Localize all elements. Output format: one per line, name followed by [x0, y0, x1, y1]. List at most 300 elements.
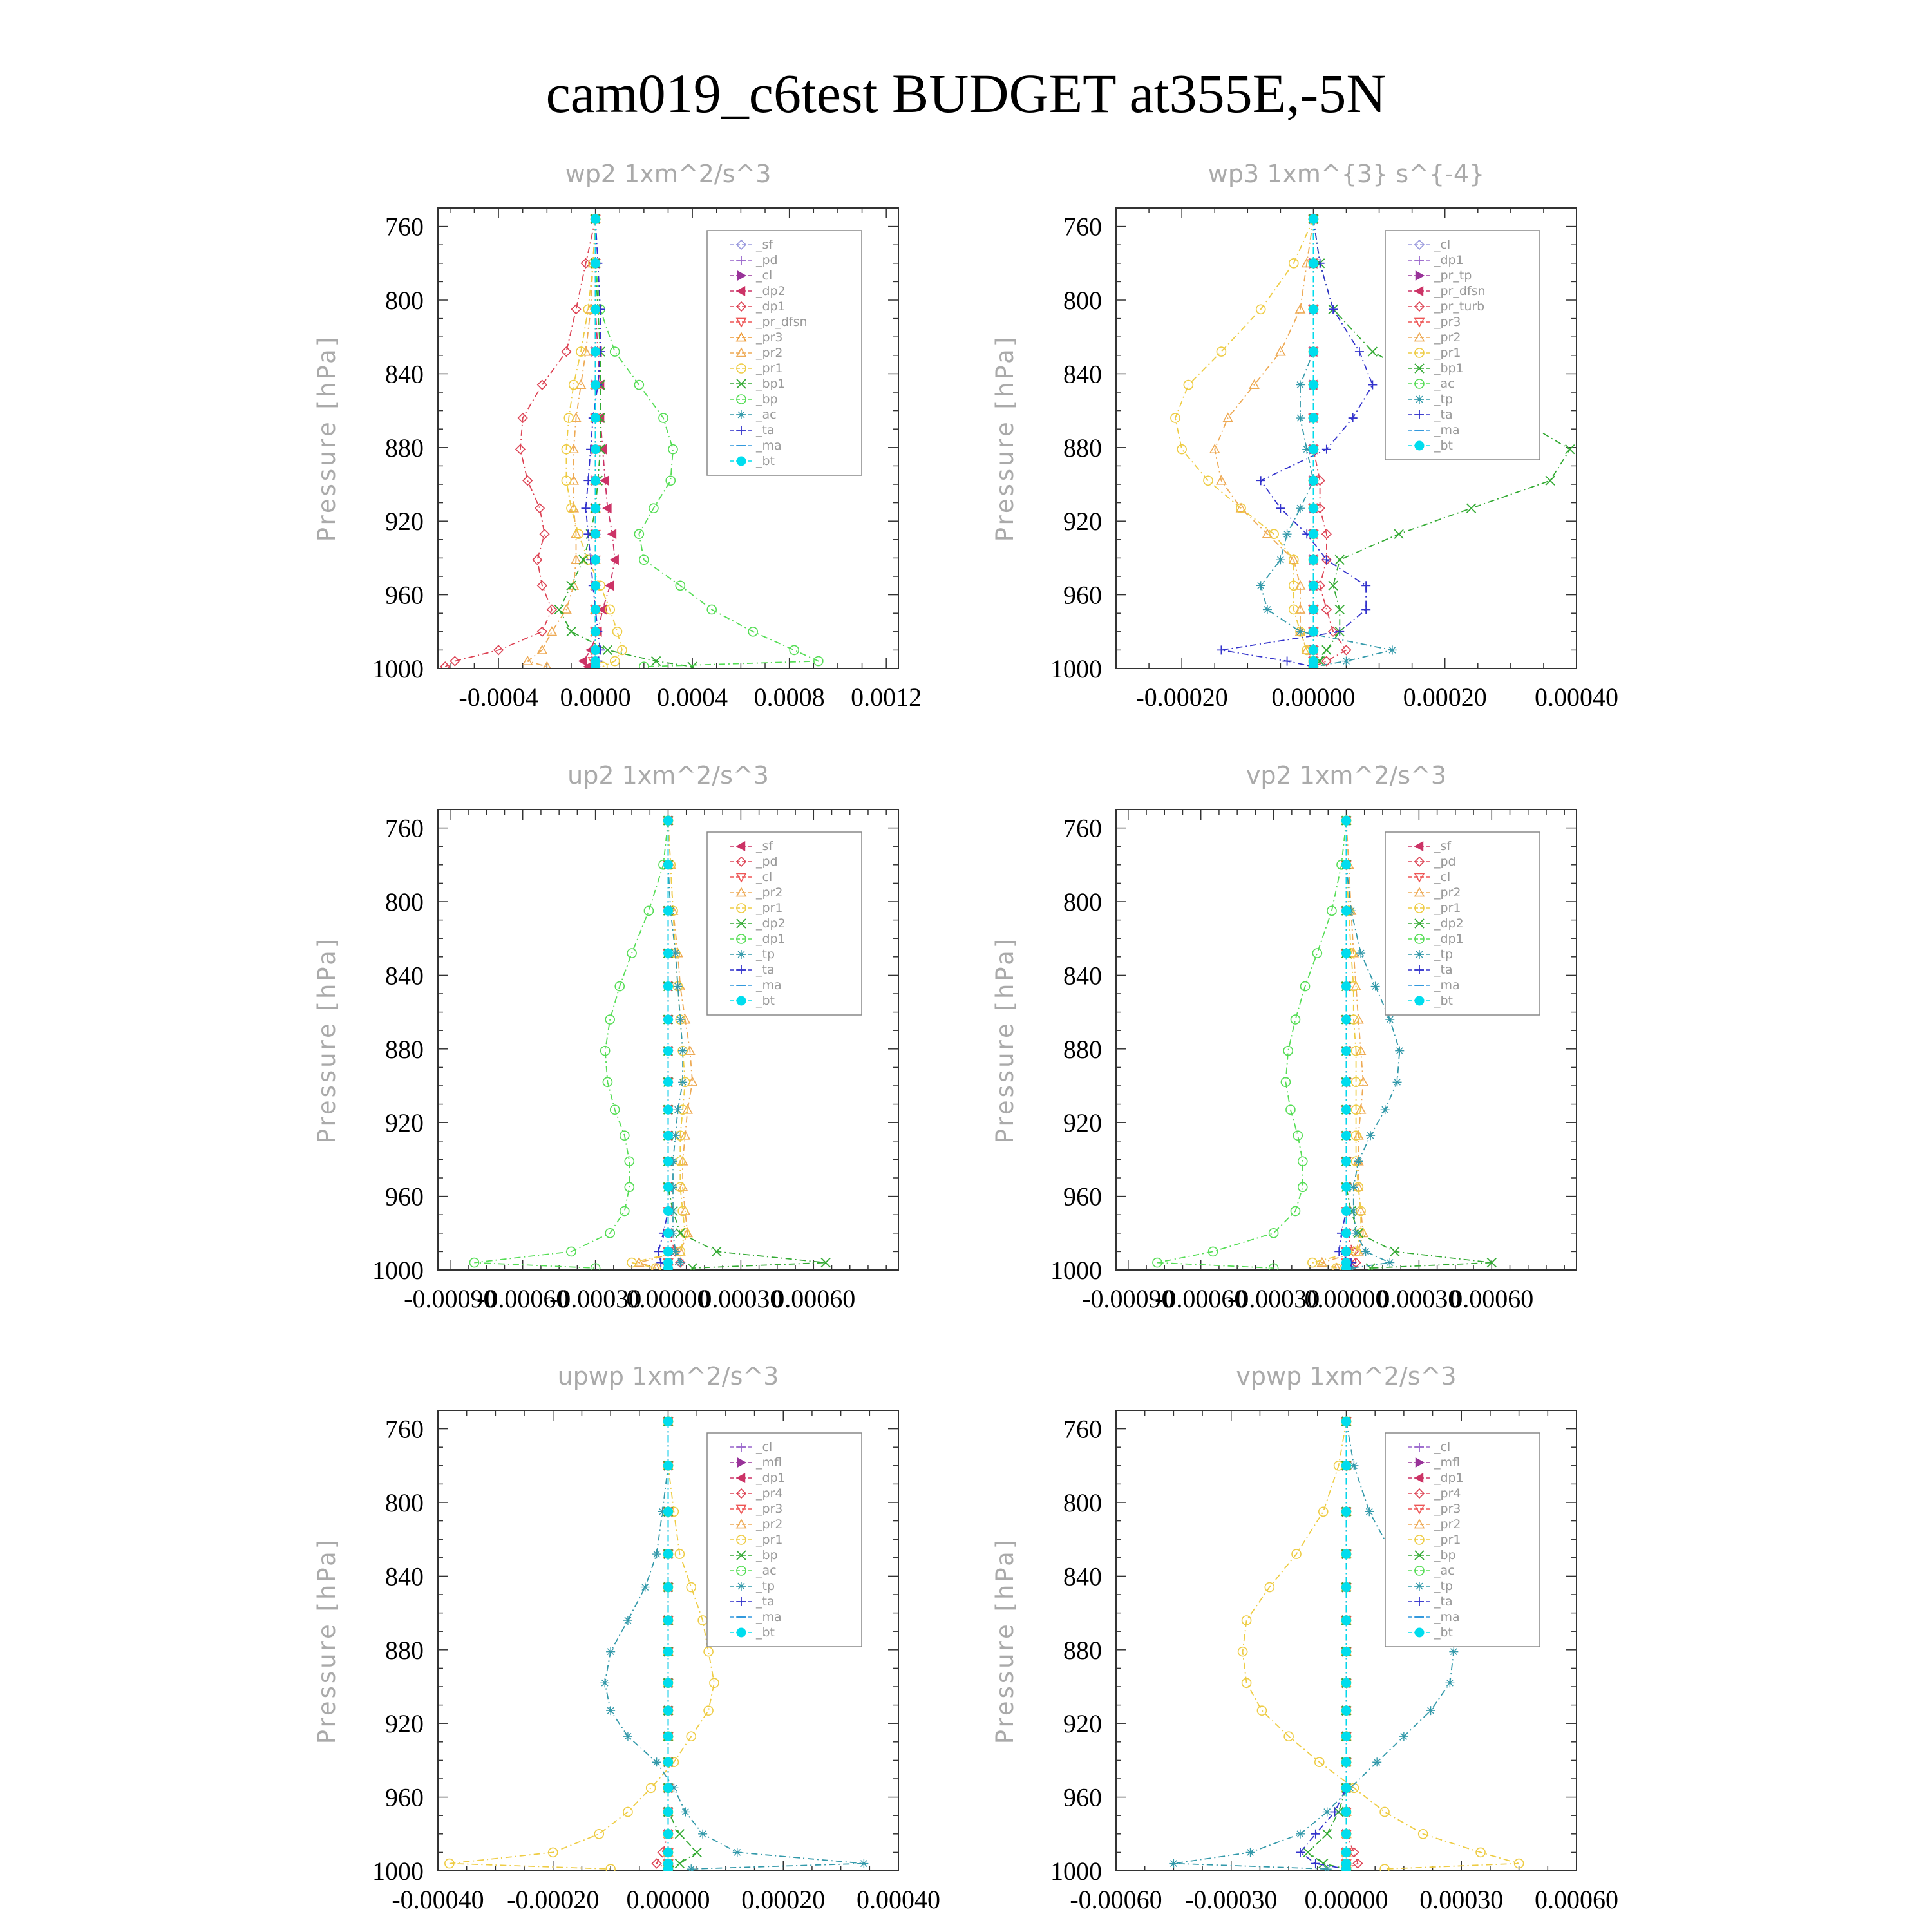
x-tick-label: -0.00020 — [1135, 683, 1228, 712]
series_pr1-marker — [652, 1264, 661, 1273]
legend-label: _ta — [1434, 408, 1453, 422]
series_tp-marker — [1296, 1830, 1305, 1839]
series_bt-marker — [1342, 1157, 1351, 1166]
series_pr1-marker — [1184, 381, 1193, 390]
series_tp-marker — [1354, 1157, 1363, 1166]
series_bt-marker — [1309, 476, 1318, 485]
series_bt-marker — [1342, 1461, 1351, 1470]
series-line_bp — [668, 1421, 697, 1869]
series_bt-marker — [1309, 581, 1318, 590]
legend-label: _cl — [1434, 238, 1451, 252]
series_pr_turb-marker — [1322, 605, 1331, 614]
series_bt-marker — [664, 1507, 673, 1516]
series_ta-marker — [1361, 581, 1370, 590]
legend-label: _sf — [756, 839, 773, 853]
panel-title: wp2 1xm^2/s^3 — [565, 160, 772, 188]
series_pr2-marker — [547, 627, 556, 636]
series_bt-marker — [1309, 347, 1318, 356]
series_bt-marker — [1309, 555, 1318, 564]
y-tick-label: 800 — [385, 286, 424, 315]
y-tick-label: 760 — [385, 1414, 424, 1444]
x-tick-label: 0.00000 — [626, 1885, 710, 1914]
series-line_pr2 — [639, 820, 692, 1268]
legend-label: _pr4 — [756, 1486, 783, 1501]
y-tick-label: 880 — [385, 1635, 424, 1665]
y-tick-label: 800 — [385, 1488, 424, 1517]
series_dp1-marker — [523, 476, 532, 485]
y-tick-label: 760 — [385, 212, 424, 242]
series_dp1-marker — [1312, 949, 1321, 958]
series-line_pr4 — [1347, 1421, 1358, 1869]
legend-label: _pr3 — [756, 1502, 783, 1516]
legend-label: _pr1 — [756, 361, 783, 375]
legend-label: _tp — [756, 947, 775, 961]
series_bt-marker — [1342, 1105, 1351, 1114]
legend-label: _pr1 — [1434, 1533, 1461, 1547]
legend-label: _ta — [756, 1595, 775, 1609]
series_bt-marker — [1342, 1229, 1351, 1238]
y-axis-label: Pressure [hPa] — [991, 334, 1019, 542]
series_bt-marker — [591, 645, 600, 654]
series_bt-marker — [1342, 1549, 1351, 1558]
series_bt-marker — [1309, 413, 1318, 422]
legend-label: _bt — [756, 994, 775, 1008]
series_bt-marker — [664, 982, 673, 991]
legend-label: _tp — [1434, 1579, 1454, 1593]
series-line_ta — [1221, 219, 1372, 667]
y-tick-label: 960 — [1063, 1182, 1102, 1211]
series_bt-marker — [664, 1264, 673, 1273]
series_bt-marker — [664, 1757, 673, 1766]
series_dp1-marker — [644, 906, 653, 915]
series_bt-marker — [591, 555, 600, 564]
legend-label: _bt — [1434, 439, 1454, 453]
series_tp-marker — [623, 1616, 632, 1625]
series_bt-marker — [1342, 1757, 1351, 1766]
series_bt-marker — [1342, 1182, 1351, 1191]
legend-label: _bt — [756, 454, 775, 468]
series_bp1-marker — [652, 657, 661, 666]
series_tp-marker — [733, 1848, 742, 1857]
series_bt-marker — [1309, 627, 1318, 636]
series-line_ta — [1339, 820, 1351, 1268]
x-tick-label: 0.00020 — [741, 1885, 826, 1914]
series_bp1-marker — [1335, 605, 1344, 614]
series-line_bp — [1308, 1421, 1347, 1869]
series_tp-marker — [1393, 1077, 1402, 1086]
legend-marker — [1415, 1628, 1424, 1637]
legend-label: _bt — [756, 1625, 775, 1640]
series_ta-marker — [1283, 657, 1292, 666]
series_bt-marker — [664, 1583, 673, 1592]
series_bt-marker — [664, 1077, 673, 1086]
legend-label: _bt — [1434, 994, 1454, 1008]
legend-label: _pr2 — [1434, 1517, 1461, 1531]
series_bt-marker — [591, 662, 600, 671]
series_dp1-marker — [538, 381, 547, 390]
panel-title: vp2 1xm^2/s^3 — [1245, 761, 1447, 790]
series_tp-marker — [1385, 1258, 1394, 1267]
series_dp2-marker — [579, 657, 587, 666]
series_tp-marker — [1385, 1015, 1394, 1024]
series_bp1-marker — [1546, 476, 1555, 485]
y-axis-label: Pressure [hPa] — [991, 1537, 1019, 1745]
series_bt-marker — [664, 949, 673, 958]
series_tp-marker — [1445, 1678, 1454, 1687]
series_bp1-marker — [1394, 529, 1403, 538]
legend-label: _pr3 — [1434, 315, 1461, 329]
series_bt-marker — [664, 1157, 673, 1166]
series_tp-marker — [676, 1258, 685, 1267]
legend-label: _mfl — [1434, 1455, 1460, 1470]
x-tick-label: -0.0004 — [459, 683, 538, 712]
series_ta-marker — [1322, 445, 1331, 454]
legend-label: _tp — [756, 1579, 775, 1593]
y-tick-label: 880 — [385, 433, 424, 462]
series_bt-marker — [1309, 529, 1318, 538]
legend-label: _pr_tp — [1434, 269, 1472, 283]
y-tick-label: 840 — [1063, 359, 1102, 389]
series_tp-marker — [1296, 413, 1305, 422]
panel-3 — [313, 761, 898, 1313]
series_bt-marker — [1342, 1507, 1351, 1516]
legend-label: _ac — [756, 408, 777, 422]
x-tick-label: 0.00030 — [699, 1284, 783, 1313]
panel-title: vpwp 1xm^2/s^3 — [1236, 1362, 1457, 1390]
legend-label: _tp — [1434, 947, 1454, 961]
series_tp-marker — [698, 1830, 707, 1839]
legend-label: _cl — [756, 1440, 773, 1454]
series-line_pd — [668, 820, 681, 1268]
panel-title: up2 1xm^2/s^3 — [567, 761, 769, 790]
series_bt-marker — [664, 860, 673, 869]
y-tick-label: 920 — [385, 1108, 424, 1138]
y-tick-label: 880 — [1063, 433, 1102, 462]
y-tick-label: 920 — [1063, 1108, 1102, 1138]
series_tp-marker — [641, 1583, 650, 1592]
legend-label: _ac — [1434, 377, 1455, 391]
x-tick-label: -0.00090 — [404, 1284, 497, 1313]
series_pr1-marker — [1257, 1706, 1266, 1715]
series_dp1-marker — [538, 627, 547, 636]
series_pr1-marker — [612, 627, 621, 636]
y-tick-label: 800 — [1063, 1488, 1102, 1517]
series_bt-marker — [664, 1461, 673, 1470]
series_bt-marker — [664, 1848, 673, 1857]
legend-label: _tp — [1434, 392, 1454, 406]
series_bt-marker — [1309, 445, 1318, 454]
series_tp-marker — [652, 1757, 661, 1766]
series_pr1-marker — [1380, 1807, 1389, 1816]
x-tick-label: -0.00040 — [392, 1885, 484, 1914]
legend-marker — [737, 950, 746, 959]
series_bt-marker — [1342, 1206, 1351, 1215]
series_bt-marker — [1342, 1706, 1351, 1715]
legend-label: _ta — [756, 423, 775, 437]
series_bt-marker — [591, 413, 600, 422]
series_bt-marker — [591, 347, 600, 356]
legend-label: _ma — [1434, 978, 1460, 992]
y-tick-label: 1000 — [372, 654, 424, 683]
series_bt-marker — [1342, 1732, 1351, 1741]
series_bt-marker — [1309, 381, 1318, 390]
legend-label: _dp1 — [756, 932, 786, 946]
y-tick-label: 880 — [385, 1034, 424, 1064]
y-axis-label: Pressure [hPa] — [313, 936, 341, 1144]
series_bt-marker — [664, 1182, 673, 1191]
x-tick-label: -0.00030 — [1227, 1284, 1320, 1313]
legend-label: _pr_dfsn — [756, 315, 808, 329]
series_bp-marker — [666, 476, 675, 485]
series_tp-marker — [1449, 1647, 1458, 1656]
series_bt-marker — [1309, 259, 1318, 268]
series_bp-marker — [1303, 1848, 1312, 1857]
series_pr1-marker — [1204, 476, 1213, 485]
series_tp-marker — [1276, 555, 1285, 564]
series_tp-marker — [1361, 1247, 1370, 1256]
series-line_ta — [658, 820, 668, 1268]
series_bt-marker — [1309, 662, 1318, 671]
series_tp-marker — [1356, 949, 1365, 958]
series_bp1-marker — [1566, 445, 1575, 454]
series_tp-marker — [1296, 504, 1305, 513]
series_bt-marker — [1342, 1583, 1351, 1592]
x-tick-label: 0.0008 — [753, 683, 825, 712]
series_bp1-marker — [1467, 504, 1476, 513]
series_bp1-marker — [1322, 645, 1331, 654]
series_dp1-marker — [1327, 906, 1336, 915]
y-tick-label: 840 — [385, 359, 424, 389]
series_tp-marker — [1366, 1131, 1375, 1140]
series_pr1-marker — [710, 1678, 719, 1687]
legend-label: _dp1 — [1434, 932, 1464, 946]
series-line_pr1 — [632, 820, 685, 1268]
legend-label: _pr2 — [756, 1517, 783, 1531]
series_ta-marker — [1322, 555, 1331, 564]
series_bt-marker — [664, 1783, 673, 1792]
legend-label: _sf — [1434, 839, 1452, 853]
x-tick-label: -0.00060 — [477, 1284, 569, 1313]
series_pr1-marker — [1332, 1264, 1341, 1273]
legend-label: _dp1 — [1434, 253, 1464, 267]
series_tp-marker — [1246, 1848, 1255, 1857]
series_bt-marker — [591, 605, 600, 614]
series_ta-marker — [1368, 381, 1377, 390]
series_tp-marker — [606, 1706, 615, 1715]
panel-title: upwp 1xm^2/s^3 — [557, 1362, 779, 1390]
series_ta-marker — [1256, 476, 1265, 485]
series_tp-marker — [606, 1647, 615, 1656]
series_ta-marker — [582, 504, 591, 513]
legend-marker — [1415, 395, 1424, 404]
series_tp-marker — [1296, 381, 1305, 390]
series-line_dp1 — [474, 820, 668, 1268]
legend-label: _pr3 — [1434, 1502, 1461, 1516]
y-tick-label: 1000 — [1050, 1857, 1102, 1886]
series_bt-marker — [1342, 1131, 1351, 1140]
y-tick-label: 920 — [385, 1709, 424, 1739]
legend-marker — [1415, 1582, 1424, 1591]
legend-label: _dp1 — [756, 1471, 786, 1485]
series-line_tp — [668, 820, 683, 1268]
series_bt-marker — [591, 305, 600, 314]
series-line_dp1 — [445, 219, 595, 667]
series_ta-marker — [1217, 645, 1226, 654]
series_bt-marker — [1342, 1783, 1351, 1792]
x-tick-label: 0.00030 — [1377, 1284, 1461, 1313]
series_bt-marker — [1309, 214, 1318, 223]
y-tick-label: 1000 — [372, 1256, 424, 1285]
series_ta-marker — [654, 1247, 663, 1256]
series_dp1-marker — [533, 555, 542, 564]
series_bt-marker — [664, 1417, 673, 1426]
series_tp-marker — [1381, 1105, 1390, 1114]
legend-label: _cl — [756, 269, 773, 283]
y-tick-label: 840 — [385, 961, 424, 990]
legend-label: _pr2 — [1434, 886, 1461, 900]
series_tp-marker — [859, 1859, 868, 1868]
legend-label: _dp1 — [1434, 1471, 1464, 1485]
series_tp-marker — [678, 1077, 687, 1086]
series_tp-marker — [1388, 645, 1397, 654]
x-tick-label: -0.00060 — [1155, 1284, 1247, 1313]
panel-4 — [991, 761, 1577, 1313]
x-tick-label: 0.00020 — [1403, 683, 1487, 712]
series_tp-marker — [1323, 1864, 1332, 1873]
x-tick-label: 0.00060 — [1535, 1885, 1618, 1914]
series_tp-marker — [1399, 1732, 1408, 1741]
y-tick-label: 960 — [1063, 580, 1102, 610]
figure-title: cam019_c6test BUDGET at355E,-5N — [545, 62, 1387, 124]
series_ta-marker — [1349, 413, 1358, 422]
legend-label: _dp2 — [756, 916, 786, 931]
y-tick-label: 800 — [385, 887, 424, 916]
legend-label: _cl — [1434, 1440, 1451, 1454]
series_bp1-marker — [1368, 347, 1377, 356]
series_bt-marker — [1342, 949, 1351, 958]
series_bt-marker — [1342, 1647, 1351, 1656]
legend-label: _ac — [1434, 1564, 1455, 1578]
legend-marker — [1415, 950, 1424, 959]
series-line_pr4 — [657, 1421, 668, 1869]
legend-label: _pd — [756, 855, 778, 869]
series_bt-marker — [591, 504, 600, 513]
series_bp-marker — [692, 1848, 701, 1857]
series_bt-marker — [664, 1015, 673, 1024]
legend-label: _bp — [756, 392, 778, 406]
legend-marker — [1415, 441, 1424, 450]
legend-label: _dp2 — [1434, 916, 1464, 931]
series-line_ta — [1300, 1421, 1347, 1869]
legend-label: _pd — [1434, 855, 1456, 869]
legend-label: _ma — [1434, 423, 1460, 437]
series_bt-marker — [664, 1678, 673, 1687]
legend-label: _ta — [756, 963, 775, 977]
legend-marker — [737, 996, 746, 1005]
x-tick-label: -0.00030 — [549, 1284, 642, 1313]
legend-label: _dp2 — [756, 284, 786, 298]
series_bt-marker — [664, 1105, 673, 1114]
series-line_pr1 — [450, 1421, 714, 1869]
y-tick-label: 1000 — [372, 1857, 424, 1886]
y-tick-label: 840 — [385, 1562, 424, 1591]
y-tick-label: 920 — [385, 507, 424, 536]
series_pr1-marker — [594, 1830, 603, 1839]
y-axis-label: Pressure [hPa] — [313, 334, 341, 542]
y-tick-label: 800 — [1063, 887, 1102, 916]
legend-label: _ma — [1434, 1610, 1460, 1624]
series_pr1-marker — [704, 1706, 713, 1715]
series_bt-marker — [664, 1247, 673, 1256]
series_tp-marker — [1342, 657, 1351, 666]
x-tick-label: -0.00060 — [1070, 1885, 1162, 1914]
series_bt-marker — [1342, 982, 1351, 991]
y-tick-label: 1000 — [1050, 654, 1102, 683]
series_bt-marker — [591, 214, 600, 223]
series_bt-marker — [591, 581, 600, 590]
legend-label: _bp1 — [1434, 361, 1464, 375]
legend-label: _bp1 — [756, 377, 786, 391]
series_bt-marker — [664, 1830, 673, 1839]
series_pr1-marker — [687, 1583, 696, 1592]
series_tp-marker — [681, 1807, 690, 1816]
legend-marker — [737, 1582, 746, 1591]
series_bt-marker — [1309, 305, 1318, 314]
series_pr1-marker — [1217, 347, 1226, 356]
series_bp1-marker — [1329, 581, 1338, 590]
series_tp-marker — [1263, 605, 1272, 614]
legend-label: _pr4 — [1434, 1486, 1461, 1501]
legend-label: _pr2 — [756, 346, 783, 360]
legend-label: _pr1 — [1434, 901, 1461, 915]
legend-marker — [1415, 996, 1424, 1005]
legend-label: _sf — [756, 238, 773, 252]
series_bt-marker — [1342, 816, 1351, 825]
series_dp1-marker — [625, 1182, 634, 1191]
series_tp-marker — [1395, 1046, 1404, 1056]
legend-marker — [737, 410, 746, 419]
series_tp-marker — [1365, 1507, 1374, 1516]
x-tick-label: 0.0000 — [560, 683, 631, 712]
panel-1 — [313, 160, 922, 712]
series_bp-marker — [611, 347, 620, 356]
legend-label: _pr2 — [756, 886, 783, 900]
legend-label: _pr1 — [1434, 346, 1461, 360]
legend-label: _ac — [756, 1564, 777, 1578]
y-tick-label: 760 — [385, 813, 424, 843]
series_bt-marker — [664, 1046, 673, 1056]
legend-label: _dp1 — [756, 299, 786, 314]
y-tick-label: 760 — [1063, 212, 1102, 242]
series_bp-marker — [675, 1859, 684, 1868]
x-tick-label: -0.00020 — [507, 1885, 600, 1914]
series_bt-marker — [1342, 1807, 1351, 1816]
series_bt-marker — [1342, 1848, 1351, 1857]
series_bt-marker — [591, 476, 600, 485]
series_bt-marker — [1309, 605, 1318, 614]
series_bt-marker — [1342, 1264, 1351, 1273]
series_dp1-marker — [535, 504, 544, 513]
series_dp1-marker — [440, 662, 450, 671]
series_bt-marker — [664, 816, 673, 825]
series_bt-marker — [664, 1647, 673, 1656]
y-tick-label: 840 — [1063, 1562, 1102, 1591]
series_bt-marker — [591, 259, 600, 268]
series-line_pr2 — [527, 219, 595, 667]
legend-label: _ma — [756, 1610, 782, 1624]
x-tick-label: 0.00000 — [626, 1284, 710, 1313]
legend-label: _pr_turb — [1434, 299, 1485, 314]
